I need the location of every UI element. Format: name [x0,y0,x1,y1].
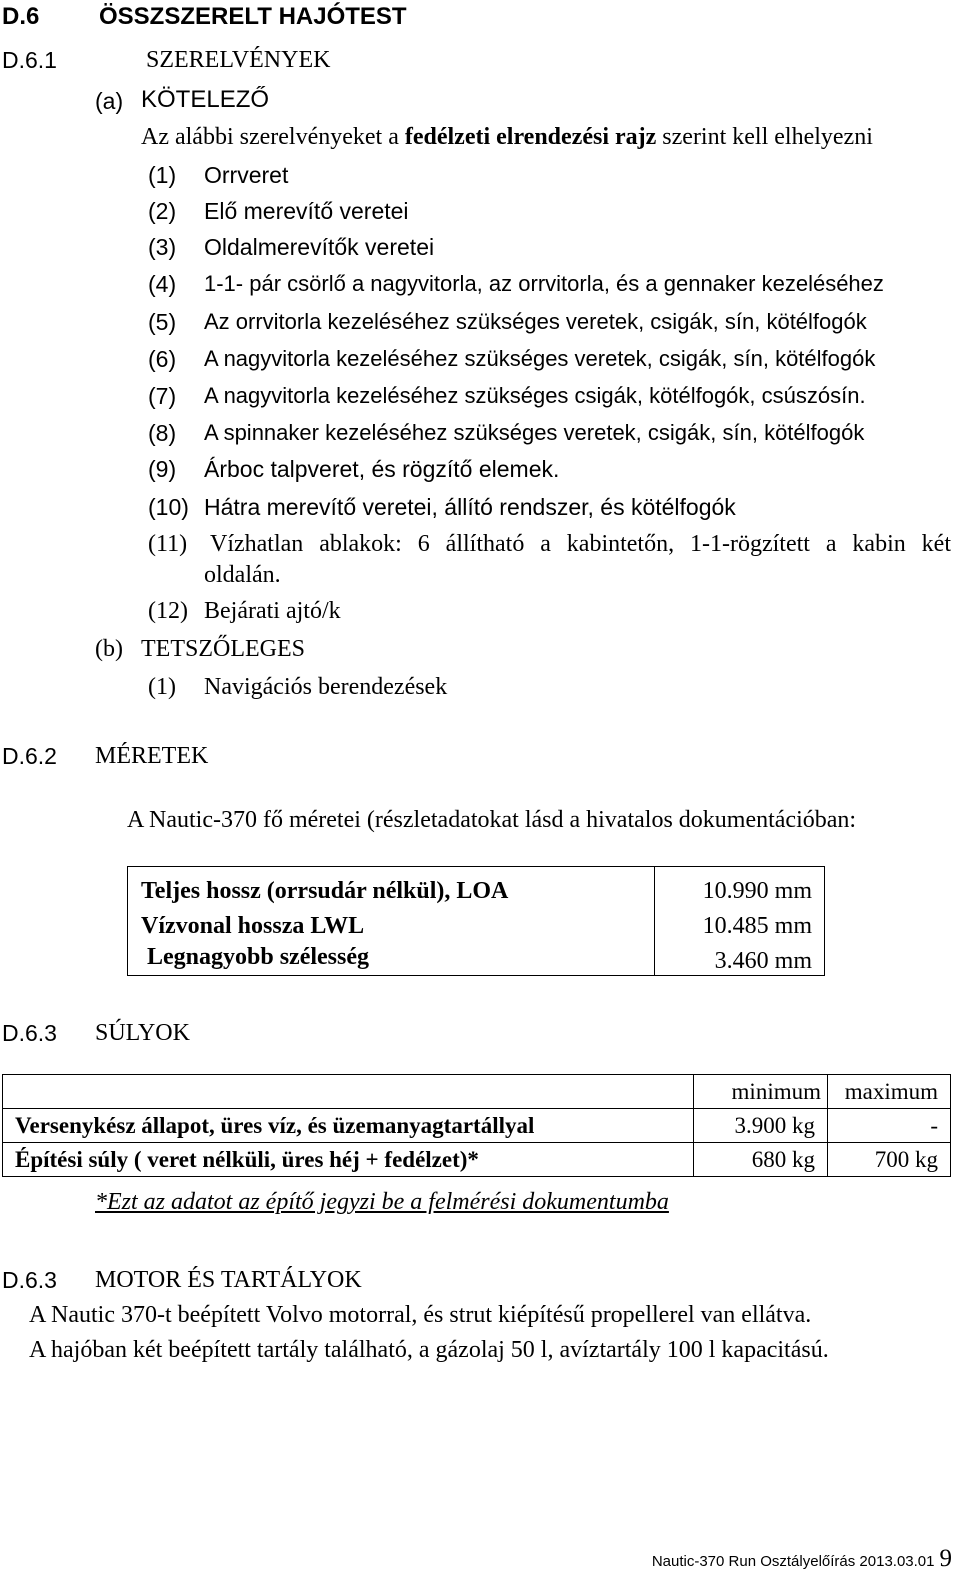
weight-min: 3.900 kg [694,1109,828,1143]
section-title: ÖSSZSZERELT HAJÓTEST [99,3,407,30]
subsection-number: D.6.2 [2,743,57,769]
subsection-title: MOTOR ÉS TARTÁLYOK [95,1267,362,1293]
subsection-number: D.6.3 [2,1267,57,1293]
weight-max: 700 kg [828,1143,951,1177]
col-header-max: maximum [828,1075,951,1109]
dimensions-intro: A Nautic-370 fő méretei (részletadatokat lásd a hivatalos dokumentációban: [127,807,857,833]
list-heading-a: KÖTELEZŐ [141,86,270,113]
motor-paragraph-line: A hajóban két beépített tartály található, a gázolaj 50 l, avíztartály 100 l kapacitású. [29,1337,829,1363]
item-text: A nagyvitorla kezeléséhez szükséges veretek, csigák, sín, kötélfogók [204,346,876,371]
dimension-value: 10.485 mm [702,913,812,939]
item-text: A spinnaker kezeléséhez szükséges veretek, csigák, sín, kötélfogók [204,420,865,445]
list-heading-b: TETSZŐLEGES [141,636,305,662]
footer-text: Nautic-370 Run Osztályelőírás 2013.03.01 [651,1553,935,1570]
motor-paragraph-line: A Nautic 370-t beépített Volvo motorral, és strut kiépítésű propellerel van ellátva. [29,1302,812,1328]
weights-header-blank [3,1075,694,1109]
weights-note: *Ezt az adatot az építő jegyzi be a felmérési dokumentumba [95,1189,669,1215]
dimension-value: 3.460 mm [714,948,812,974]
dimension-value: 10.990 mm [702,878,812,904]
item-text: Az orrvitorla kezeléséhez szükséges veretek, csigák, sín, kötélfogók [204,309,867,334]
item-text: Árboc talpveret, és rögzítő elemek. [204,456,560,482]
item-text: Vízhatlan ablakok: 6 állítható a kabintetőn, 1-1-rögzített a kabin két [210,531,951,557]
subsection-number: D.6.1 [2,47,57,73]
item-text: Orrveret [204,162,289,188]
item-number: (2) [148,198,177,224]
weights-header-row [3,1075,951,1109]
item-text: 1-1- pár csörlő a nagyvitorla, az orrvitorla, és a gennaker kezeléséhez [204,271,884,296]
item-text: A nagyvitorla kezeléséhez szükséges csigák, kötélfogók, csúszósín. [204,383,866,408]
item-text: Elő merevítő veretei [204,198,409,224]
page-footer [652,1545,952,1573]
page-number: 9 [939,1545,952,1572]
item-number: (6) [148,346,177,372]
subsection-title: SZERELVÉNYEK [146,47,331,73]
weight-label: Versenykész állapot, üres víz, és üzemanyagtartállyal [3,1109,694,1143]
item-text: Navigációs berendezések [204,674,448,700]
subsection-title: MÉRETEK [95,743,209,769]
dimensions-label-cell [128,867,655,976]
item-text: Bejárati ajtó/k [204,598,341,624]
dimension-label: Vízvonal hossza LWL [141,913,365,939]
dimension-label: Legnagyobb szélesség [147,944,369,970]
dimensions-value-cell [655,867,825,976]
item-number: (7) [148,383,177,409]
col-header-min: minimum [694,1075,828,1109]
item-text-continued: oldalán. [204,562,281,588]
item-number: (1) [148,162,177,188]
item-number: (10) [148,494,189,520]
list-label-b: (b) [95,636,123,662]
section-number: D.6 [2,3,40,30]
item-number: (4) [148,271,177,297]
dimension-label: Teljes hossz (orrsudár nélkül), LOA [141,878,509,904]
table-row [3,1143,951,1177]
weights-table [2,1074,951,1177]
item-number: (11) [148,531,188,557]
weight-max: - [828,1109,951,1143]
intro-text: Az alábbi szerelvényeket a fedélzeti elrendezési rajz szerint kell elhelyezni [141,124,873,150]
weight-min: 680 kg [694,1143,828,1177]
weight-label: Építési súly ( veret nélküli, üres héj + fedélzet)* [3,1143,694,1177]
item-number: (12) [148,598,188,624]
subsection-title: SÚLYOK [95,1020,190,1046]
dimensions-table [127,866,825,976]
item-number: (9) [148,456,177,482]
item-number: (8) [148,420,177,446]
subsection-number: D.6.3 [2,1020,57,1046]
list-label-a: (a) [95,88,124,114]
item-text: Oldalmerevítők veretei [204,234,435,260]
item-number: (3) [148,234,177,260]
item-text: Hátra merevítő veretei, állító rendszer, és kötélfogók [204,494,736,520]
item-number: (1) [148,674,176,700]
table-row [3,1109,951,1143]
item-number: (5) [148,309,177,335]
